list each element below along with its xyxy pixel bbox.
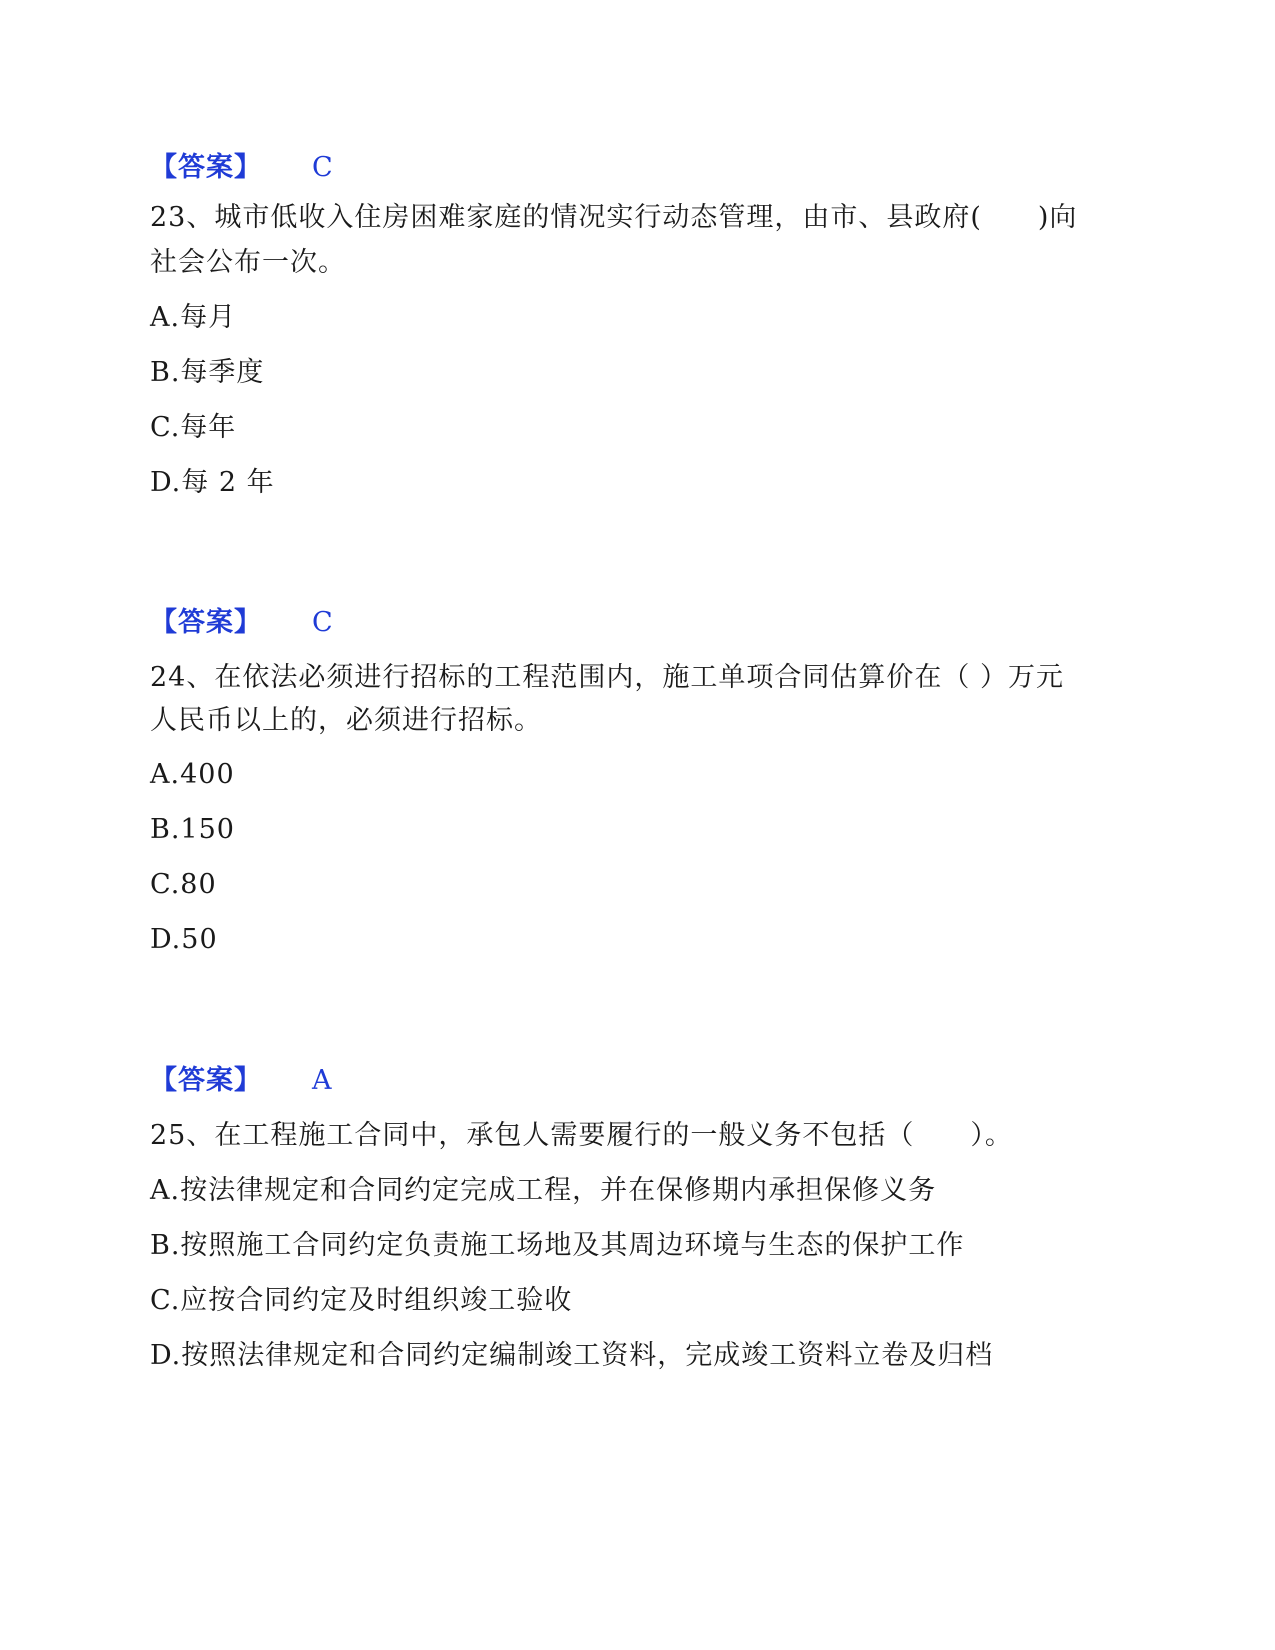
question-25-option-a: A.按法律规定和合同约定完成工程，并在保修期内承担保修义务 bbox=[150, 1175, 937, 1206]
question-25-stem-line1: 25、在工程施工合同中，承包人需要履行的一般义务不包括（ ）。 bbox=[150, 1120, 1013, 1151]
question-23-option-c: C.每年 bbox=[150, 412, 237, 443]
question-24-option-b: B.150 bbox=[150, 814, 235, 845]
answer-value: C bbox=[312, 152, 334, 183]
question-23-option-b: B.每季度 bbox=[150, 357, 265, 388]
question-25-option-c: C.应按合同约定及时组织竣工验收 bbox=[150, 1285, 573, 1316]
answer-value: C bbox=[312, 607, 334, 638]
answer-row-24 bbox=[150, 1063, 333, 1099]
answer-value: A bbox=[312, 1065, 333, 1096]
answer-label: 【答案】 bbox=[150, 607, 262, 638]
question-25-option-d: D.按照法律规定和合同约定编制竣工资料，完成竣工资料立卷及归档 bbox=[150, 1340, 994, 1371]
answer-row-22 bbox=[150, 150, 334, 186]
question-24-option-c: C.80 bbox=[150, 869, 217, 900]
answer-label: 【答案】 bbox=[150, 1065, 262, 1096]
question-23-option-d: D.每 2 年 bbox=[150, 467, 275, 498]
question-24-option-d: D.50 bbox=[150, 924, 218, 955]
answer-row-23 bbox=[150, 605, 334, 641]
question-23-stem-line2: 社会公布一次。 bbox=[150, 247, 346, 278]
question-24-stem-line1: 24、在依法必须进行招标的工程范围内，施工单项合同估算价在（ ）万元 bbox=[150, 662, 1064, 693]
question-25-option-b: B.按照施工合同约定负责施工场地及其周边环境与生态的保护工作 bbox=[150, 1230, 965, 1261]
answer-label: 【答案】 bbox=[150, 152, 262, 183]
question-23-option-a: A.每月 bbox=[150, 302, 237, 333]
question-24-stem-line2: 人民币以上的，必须进行招标。 bbox=[150, 705, 542, 736]
question-23-stem-line1: 23、城市低收入住房困难家庭的情况实行动态管理，由市、县政府( )向 bbox=[150, 202, 1078, 233]
question-24-option-a: A.400 bbox=[150, 759, 235, 790]
